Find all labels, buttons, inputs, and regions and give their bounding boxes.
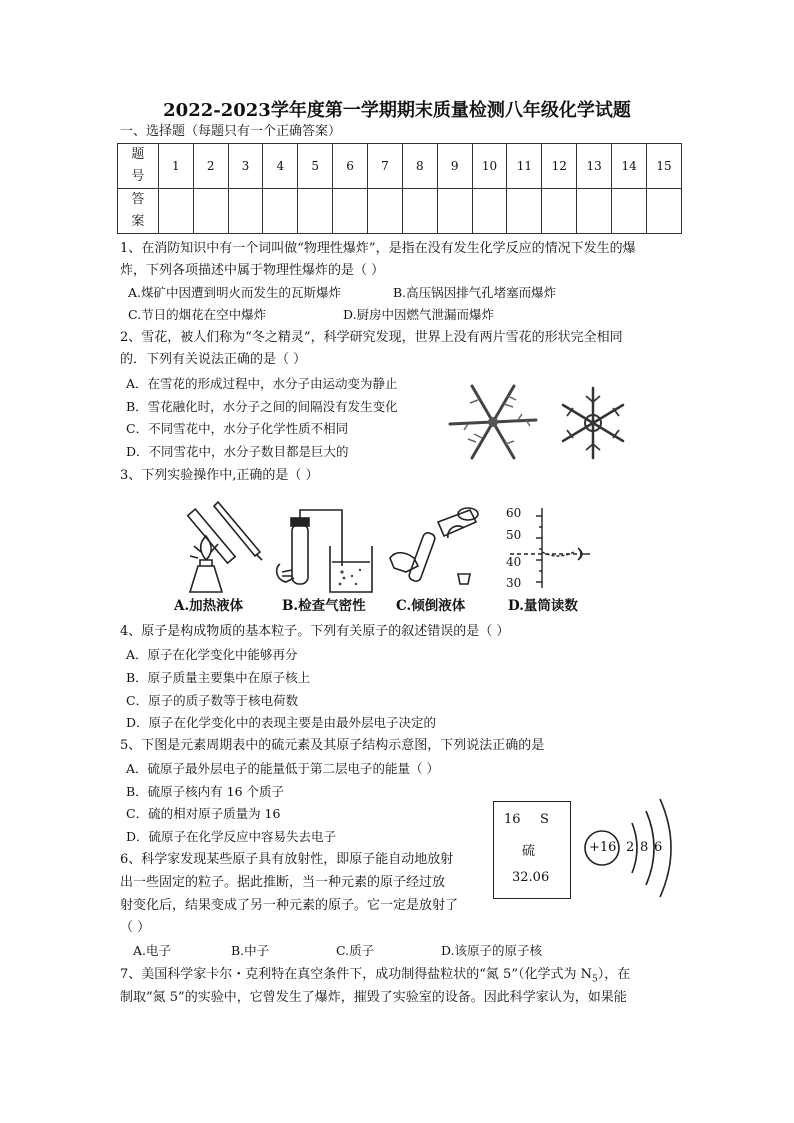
answer-cell[interactable]: [612, 189, 647, 234]
q4-option-d: D．原子在化学变化中的表现主要是由最外层电子决定的: [126, 715, 437, 730]
table-cell: 8: [402, 144, 437, 189]
q2-stem-line2: 的．下列有关说法正确的是（ ）: [120, 352, 307, 367]
answer-cell[interactable]: [402, 189, 437, 234]
q2-option-a: A．在雪花的形成过程中，水分子由运动变为静止: [126, 376, 398, 391]
element-name: 硫: [522, 844, 536, 859]
q5-option-c: C．硫的相对原子质量为 16: [126, 806, 281, 821]
cylinder-tick-30: 30: [506, 576, 522, 590]
table-row-header: 题 号: [118, 144, 159, 189]
shell-electrons-1: 2: [626, 840, 635, 855]
table-row-header: 答 案: [118, 189, 159, 234]
table-cell: 2: [193, 144, 228, 189]
q7-stem-line1: [120, 965, 630, 990]
figure-label-c: C.倾倒液体: [396, 598, 466, 614]
q6-stem-line1: 6、科学家发现某些原子具有放射性，即原子能自动地放射: [120, 852, 454, 867]
answer-cell[interactable]: [577, 189, 612, 234]
figure-label-b: B.检查气密性: [282, 598, 366, 614]
table-cell: 7: [368, 144, 403, 189]
answer-cell[interactable]: [193, 189, 228, 234]
q6-option-c: C.质子: [336, 943, 375, 958]
q6-option-b: B.中子: [231, 943, 270, 958]
table-cell: 9: [437, 144, 472, 189]
table-cell: 1: [158, 144, 193, 189]
figure-label-a: A.加热液体: [174, 598, 244, 614]
answer-table: [117, 143, 682, 234]
table-cell: 15: [647, 144, 682, 189]
q4-option-a: A．原子在化学变化中能够再分: [126, 647, 298, 662]
q1-option-a: A.煤矿中因遭到明火而发生的瓦斯爆炸: [128, 285, 342, 300]
q5-option-d: D．硫原子在化学反应中容易失去电子: [126, 829, 337, 844]
table-cell: 5: [298, 144, 333, 189]
table-cell: 4: [263, 144, 298, 189]
table-cell: 10: [472, 144, 507, 189]
q2-option-d: D．不同雪花中，水分子数目都是巨大的: [126, 444, 349, 459]
answer-cell[interactable]: [228, 189, 263, 234]
cylinder-tick-50: 50: [506, 528, 522, 542]
formula-subscript: 5: [591, 974, 598, 985]
heating-liquid-illustration: [170, 500, 270, 596]
periodic-element-tile: [493, 801, 571, 899]
table-cell: 13: [577, 144, 612, 189]
table-row: [118, 189, 682, 234]
figure-label-d: D.量筒读数: [508, 598, 578, 614]
q1-option-b: B.高压锅因排气孔堵塞而爆炸: [393, 285, 557, 300]
snowflake-photo-2: [548, 384, 638, 462]
table-cell: 14: [612, 144, 647, 189]
cylinder-tick-40: 40: [506, 555, 522, 569]
q5-option-b: B．硫原子核内有 16 个质子: [126, 784, 285, 799]
section-heading: 一、选择题（每题只有一个正确答案）: [120, 124, 342, 139]
q6-option-d: D.该原子的原子核: [441, 943, 543, 958]
answer-cell[interactable]: [298, 189, 333, 234]
answer-cell[interactable]: [507, 189, 542, 234]
q4-option-b: B．原子质量主要集中在原子核上: [126, 670, 311, 685]
q5-option-a: A．硫原子最外层电子的能量低于第二层电子的能量（ ）: [126, 761, 440, 776]
answer-cell[interactable]: [333, 189, 368, 234]
q6-stem-line2: 出一些固定的粒子。据此推断，当一种元素的原子经过放: [120, 875, 446, 890]
q1-option-d: D.厨房中因燃气泄漏而爆炸: [343, 307, 495, 322]
table-cell: 12: [542, 144, 577, 189]
page-title: 2022-2023学年度第一学期期末质量检测八年级化学试题: [163, 100, 631, 121]
answer-cell[interactable]: [368, 189, 403, 234]
nucleus-charge: +16: [589, 840, 617, 855]
atomic-mass: 32.06: [512, 870, 550, 885]
q7-stem-line2: 制取“氮 5”的实验中，它曾发生了爆炸，摧毁了实验室的设备。因此科学家认为，如果能: [120, 990, 627, 1005]
q1-stem-line2: 炸，下列各项描述中属于物理性爆炸的是（ ）: [120, 263, 385, 278]
snowflake-photo-1: [448, 382, 538, 462]
table-cell: 3: [228, 144, 263, 189]
q5-stem: 5、下图是元素周期表中的硫元素及其原子结构示意图，下列说法正确的是: [120, 738, 545, 753]
answer-cell[interactable]: [263, 189, 298, 234]
cylinder-tick-60: 60: [506, 506, 522, 520]
answer-cell[interactable]: [472, 189, 507, 234]
element-symbol: S: [540, 812, 549, 827]
q6-option-a: A.电子: [133, 943, 172, 958]
q2-option-c: C．不同雪花中，水分子化学性质不相同: [126, 421, 349, 436]
answer-cell[interactable]: [437, 189, 472, 234]
answer-cell[interactable]: [647, 189, 682, 234]
shell-electrons-3: 6: [654, 840, 663, 855]
q4-stem: 4、原子是构成物质的基本粒子。下列有关原子的叙述错误的是（ ）: [120, 624, 510, 639]
q6-stem-line4: （ ）: [120, 920, 151, 935]
q3-stem: 3、下列实验操作中,正确的是（ ）: [120, 468, 319, 483]
airtightness-check-illustration: [272, 506, 378, 596]
answer-cell[interactable]: [158, 189, 193, 234]
q2-stem-line1: 2、雪花，被人们称为“冬之精灵”，科学研究发现，世界上没有两片雪花的形状完全相同: [120, 330, 623, 345]
q6-stem-line3: 射变化后，结果变成了另一种元素的原子。它一定是放射了: [120, 898, 459, 913]
q7-stem-pre: 7、美国科学家卡尔・克利特在真空条件下，成功制得盐粒状的“氮 5”（化学式为 N: [120, 967, 592, 982]
pouring-liquid-illustration: [384, 502, 488, 592]
q4-option-c: C．原子的质子数等于核电荷数: [126, 693, 299, 708]
table-cell: 6: [333, 144, 368, 189]
q2-option-b: B．雪花融化时，水分子之间的间隔没有发生变化: [126, 399, 398, 414]
answer-cell[interactable]: [542, 189, 577, 234]
q1-option-c: C.节日的烟花在空中爆炸: [128, 307, 267, 322]
atomic-number: 16: [504, 812, 521, 827]
q7-stem-post: ），在: [597, 967, 631, 982]
q1-stem-line1: 1、在消防知识中有一个词叫做“物理性爆炸”，是指在没有发生化学反应的情况下发生的爆: [120, 241, 636, 256]
shell-electrons-2: 8: [640, 840, 649, 855]
table-cell: 11: [507, 144, 542, 189]
table-row: [118, 144, 682, 189]
